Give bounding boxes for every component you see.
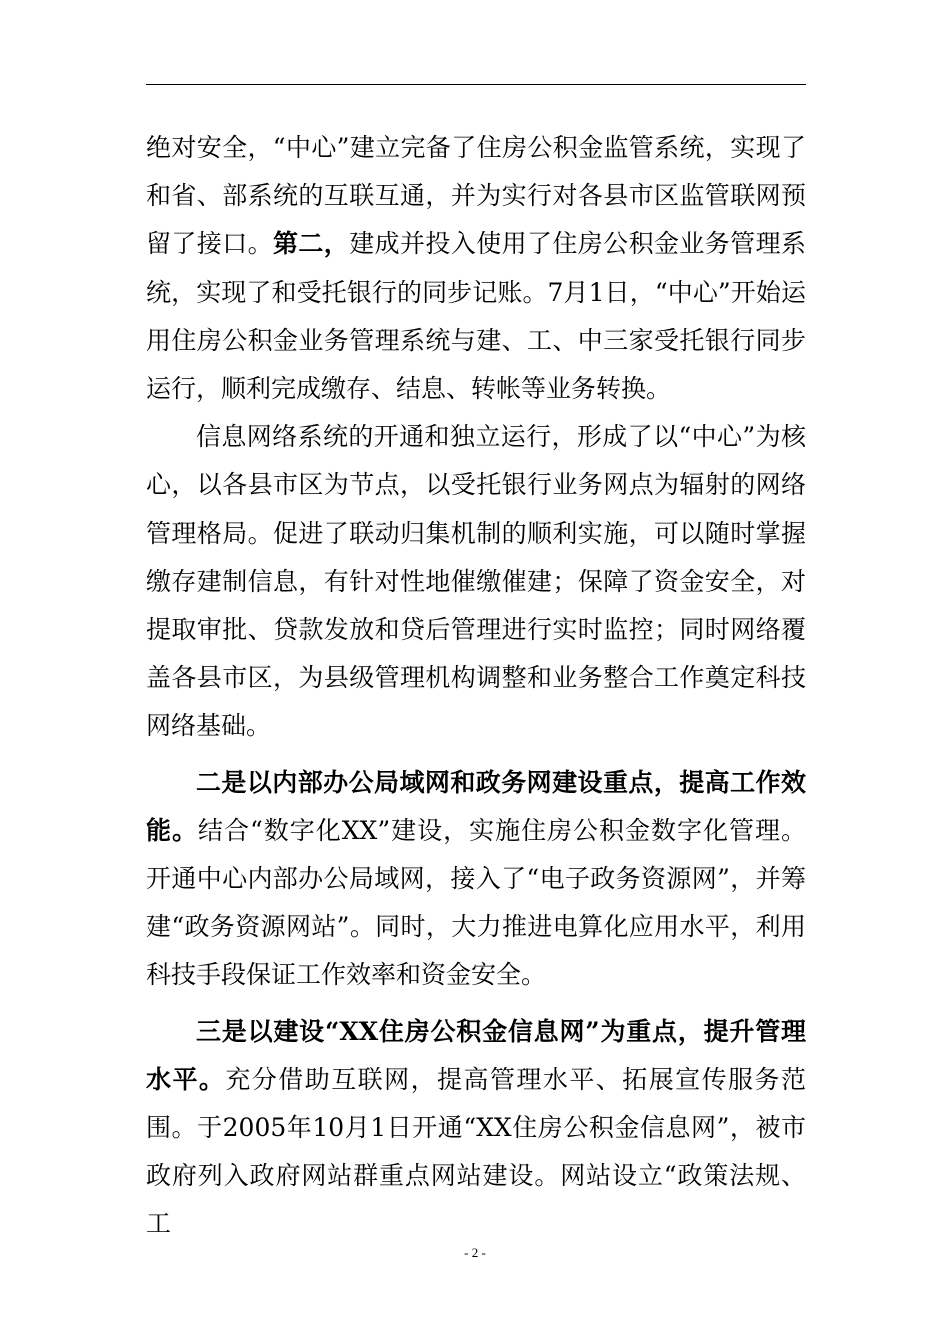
paragraph-1-bold: 第二， (273, 229, 350, 259)
paragraph-4-heading: 三是以建设“XX住房公积金信息网”为重点，提升管理水平。 (146, 1016, 806, 1094)
page-number: - 2 - (464, 1245, 486, 1260)
document-body (146, 124, 806, 1249)
paragraph-1-text-a: 绝对安全，“中心”建立完备了住房公积金监管系统，实现了和省、部系统的互联互通，并为实行对各县市区监管联网预留了接口。 (146, 133, 806, 259)
header-rule (146, 84, 806, 85)
paragraph-4 (146, 1008, 806, 1249)
paragraph-1 (146, 124, 806, 413)
paragraph-2-text: 信息网络系统的开通和独立运行，形成了以“中心”为核心，以各县市区为节点，以受托银行业务网点为辐射的网络管理格局。促进了联动归集机制的顺利实施，可以随时掌握缴存建制信息，有针对性地催缴催建；保障了资金安全，对提取审批、贷款发放和贷后管理进行实时监控；同时网络覆盖各县市区，为县级管理机构调整和业务整合工作奠定科技网络基础。 (146, 422, 806, 741)
paragraph-3 (146, 759, 806, 1000)
paragraph-2 (146, 413, 806, 750)
paragraph-1-text-b: 建成并投入使用了住房公积金业务管理系统，实现了和受托银行的同步记账。7月1日，“中心”开始运用住房公积金业务管理系统与建、工、中三家受托银行同步运行，顺利完成缴存、结息、转帐等业务转换。 (146, 229, 806, 404)
paragraph-3-heading: 二是以内部办公局域网和政务网建设重点，提高工作效能。 (146, 767, 806, 845)
paragraph-4-text: 充分借助互联网，提高管理水平、拓展宣传服务范围。于2005年10月1日开通“XX住房公积金信息网”，被市政府列入政府网站群重点网站建设。网站设立“政策法规、工 (146, 1064, 806, 1239)
paragraph-3-text: 结合“数字化XX”建设，实施住房公积金数字化管理。开通中心内部办公局域网，接入了“电子政务资源网”，并筹建“政务资源网站”。同时，大力推进电算化应用水平，利用科技手段保证工作效率和资金安全。 (146, 815, 806, 990)
